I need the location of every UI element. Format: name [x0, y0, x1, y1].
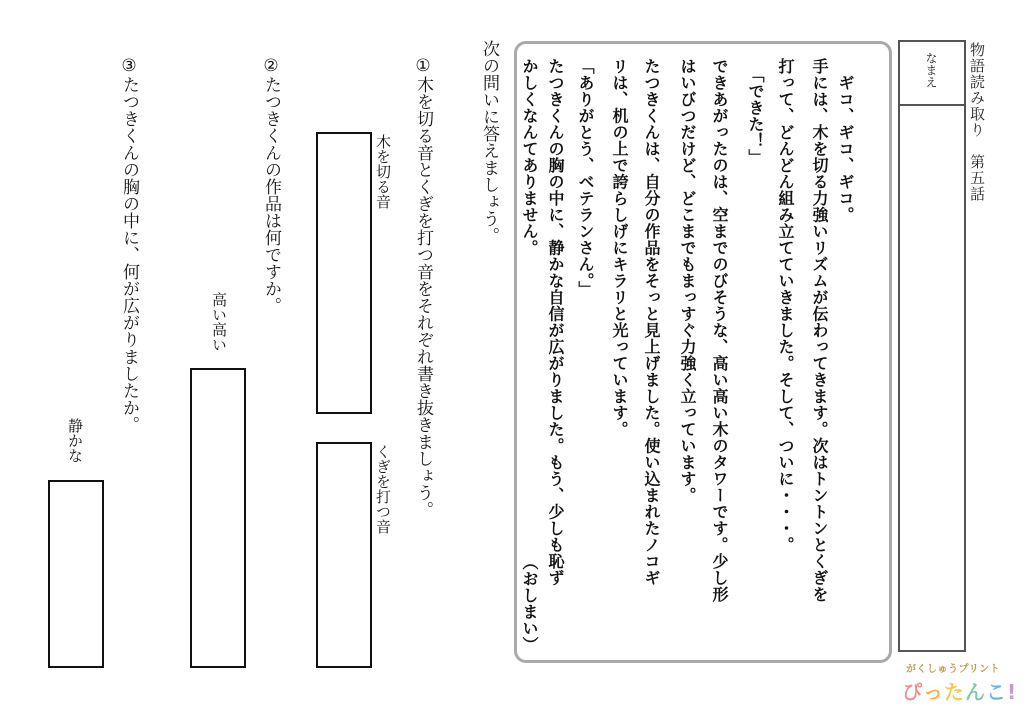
passage-line: はいびつだけど、どこまでもまっすぐ力強く立っています。	[678, 58, 697, 504]
passage-line: たつきくんの胸の中に、静かな自信が広がりました。もう、少しも恥ず	[546, 58, 565, 586]
answer-label: 木を切る音	[374, 134, 392, 209]
passage-line: 打って、どんどん組み立てていきました。そして、ついに・・・。	[776, 58, 795, 553]
worksheet-title: 物語読み取り 第五話	[968, 42, 986, 202]
passage-line: かしくなんてありません。	[520, 58, 539, 256]
answer-box-wood-sound[interactable]	[316, 132, 372, 414]
answer-box-feeling[interactable]	[48, 480, 104, 668]
passage-line: ギコ、ギコ、ギコ。	[836, 74, 855, 223]
name-label-cell	[900, 42, 964, 106]
story-passage-box	[514, 41, 892, 663]
answer-box-work[interactable]	[190, 368, 246, 668]
questions-heading: 次の問いに答えましょう。	[479, 40, 499, 244]
question-3: ③たつきくんの胸の中に、何が広がりましたか。	[119, 56, 139, 433]
pittanko-logo: ぴったんこ!	[902, 680, 1018, 704]
answer-label: 静かな	[66, 418, 84, 463]
question-number: ②	[261, 56, 281, 76]
question-1: ①木を切る音とくぎを打つ音をそれぞれ書き抜きましょう。	[413, 56, 433, 518]
answer-label: 高い高い	[210, 292, 228, 352]
name-field-box[interactable]	[898, 40, 966, 652]
logo-subtitle: がくしゅうプリント	[906, 664, 1001, 675]
question-number: ①	[413, 56, 433, 76]
passage-line: リは、机の上で誇らしげにキラリと光っています。	[610, 58, 629, 438]
passage-ending: （おしまい）	[520, 554, 539, 653]
passage-line: 手には、木を切る力強いリズムが伝わってきます。次はトントンとくぎを	[810, 58, 829, 603]
name-label: なまえ	[924, 52, 938, 88]
passage-line: たつきくんは、自分の作品をそっと見上げました。使い込まれたノコギ	[642, 58, 661, 586]
passage-line: 「ありがとう、ベテランさん。」	[576, 58, 595, 298]
question-2: ②たつきくんの作品は何ですか。	[261, 56, 281, 314]
question-number: ③	[119, 56, 139, 76]
passage-line: 「できた！」	[746, 74, 765, 166]
answer-label: くぎを打つ音	[374, 444, 392, 534]
passage-line: できあがったのは、空までのびそうな、高い高い木のタワーです。少し形	[710, 58, 729, 603]
answer-box-nail-sound[interactable]	[316, 442, 372, 668]
